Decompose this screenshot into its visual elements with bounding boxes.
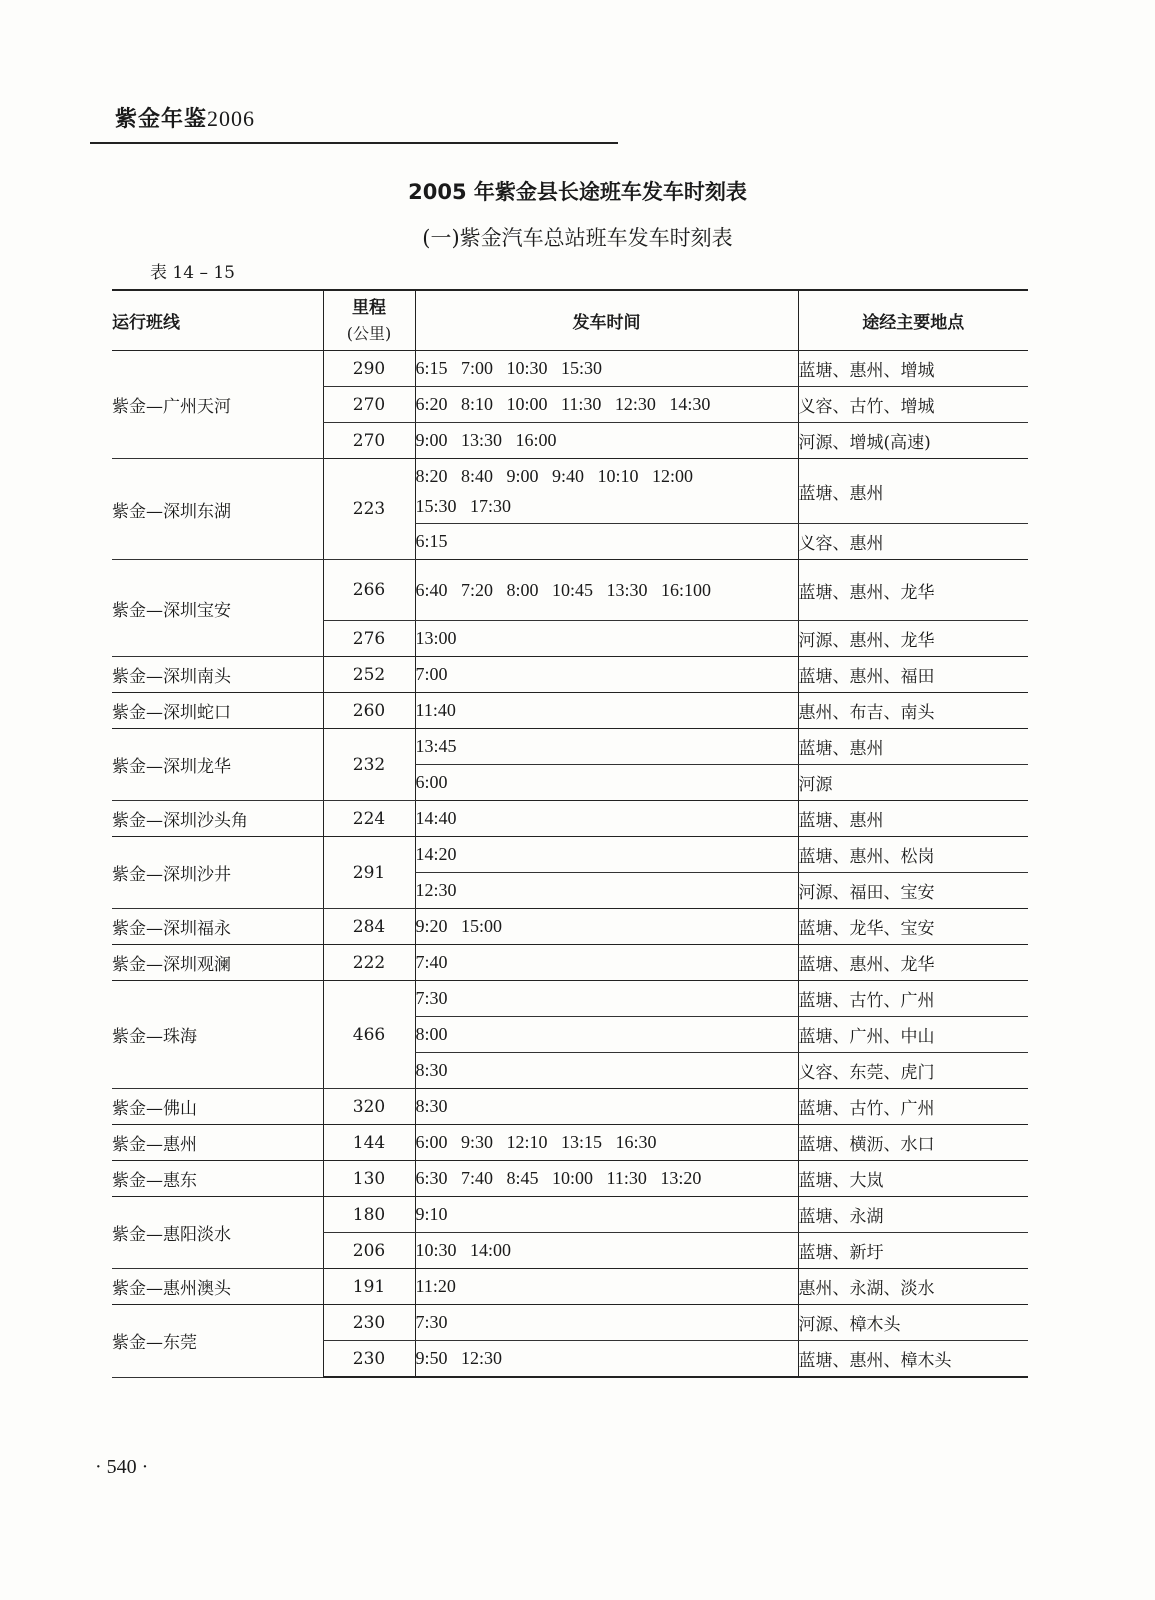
departure-times-line: 8:00 bbox=[415, 1024, 448, 1044]
via-stops: 义容、东莞、虎门 bbox=[798, 1053, 1028, 1089]
timetable bbox=[112, 289, 1028, 1378]
via-stops: 河源、惠州、龙华 bbox=[798, 621, 1028, 657]
book-year: 2006 bbox=[207, 106, 256, 131]
departure-times bbox=[415, 1089, 798, 1125]
table-row bbox=[112, 801, 1028, 837]
route-name: 紫金—惠东 bbox=[112, 1161, 323, 1197]
via-stops: 蓝塘、惠州、增城 bbox=[798, 351, 1028, 387]
timetable-body bbox=[112, 351, 1028, 1378]
via-stops: 蓝塘、惠州、樟木头 bbox=[798, 1341, 1028, 1378]
departure-times bbox=[415, 693, 798, 729]
departure-times bbox=[415, 1053, 798, 1089]
departure-times-line: 7:30 bbox=[415, 1312, 448, 1332]
route-name: 紫金—惠州 bbox=[112, 1125, 323, 1161]
departure-times bbox=[415, 873, 798, 909]
departure-times-line: 15:30 17:30 bbox=[415, 496, 512, 516]
table-row bbox=[112, 909, 1028, 945]
via-stops: 蓝塘、惠州、松岗 bbox=[798, 837, 1028, 873]
route-distance: 191 bbox=[323, 1269, 415, 1305]
book-title: 紫金年鉴 bbox=[115, 107, 208, 132]
route-name: 紫金—惠阳淡水 bbox=[112, 1197, 323, 1269]
via-stops: 义容、古竹、增城 bbox=[798, 387, 1028, 423]
route-name: 紫金—珠海 bbox=[112, 981, 323, 1089]
departure-times-line: 8:30 bbox=[415, 1060, 448, 1080]
page-number: · 540 · bbox=[95, 1456, 149, 1478]
route-name: 紫金—深圳沙井 bbox=[112, 837, 323, 909]
departure-times bbox=[415, 351, 798, 387]
via-stops: 惠州、永湖、淡水 bbox=[798, 1269, 1028, 1305]
departure-times bbox=[415, 1017, 798, 1053]
route-distance: 291 bbox=[323, 837, 415, 909]
departure-times-line: 8:30 bbox=[415, 1096, 448, 1116]
route-distance: 206 bbox=[323, 1233, 415, 1269]
table-row bbox=[112, 729, 1028, 765]
departure-times bbox=[415, 560, 798, 621]
table-row bbox=[112, 1305, 1028, 1341]
departure-times bbox=[415, 945, 798, 981]
via-stops: 蓝塘、古竹、广州 bbox=[798, 981, 1028, 1017]
table-row bbox=[112, 560, 1028, 621]
route-name: 紫金—深圳宝安 bbox=[112, 560, 323, 657]
route-distance: 270 bbox=[323, 423, 415, 459]
table-row bbox=[112, 459, 1028, 524]
departure-times bbox=[415, 621, 798, 657]
departure-times bbox=[415, 1161, 798, 1197]
header-row bbox=[112, 290, 1028, 351]
departure-times bbox=[415, 1233, 798, 1269]
table-row bbox=[112, 351, 1028, 387]
departure-times bbox=[415, 981, 798, 1017]
table-number: 表 14 – 15 bbox=[150, 263, 235, 283]
route-name: 紫金—深圳南头 bbox=[112, 657, 323, 693]
table-row bbox=[112, 693, 1028, 729]
section-subtitle: (一)紫金汽车总站班车发车时刻表 bbox=[422, 226, 733, 250]
route-name: 紫金—深圳福永 bbox=[112, 909, 323, 945]
departure-times bbox=[415, 1305, 798, 1341]
route-distance: 180 bbox=[323, 1197, 415, 1233]
via-stops: 义容、惠州 bbox=[798, 524, 1028, 560]
table-row bbox=[112, 657, 1028, 693]
via-stops: 惠州、布吉、南头 bbox=[798, 693, 1028, 729]
table-row bbox=[112, 945, 1028, 981]
route-name: 紫金—深圳观澜 bbox=[112, 945, 323, 981]
table-row bbox=[112, 1197, 1028, 1233]
route-distance: 252 bbox=[323, 657, 415, 693]
route-distance: 232 bbox=[323, 729, 415, 801]
via-stops: 河源、增城(高速) bbox=[798, 423, 1028, 459]
departure-times-line: 11:40 bbox=[415, 700, 456, 720]
departure-times bbox=[415, 909, 798, 945]
departure-times-line: 6:15 7:00 10:30 15:30 bbox=[415, 358, 603, 378]
running-head bbox=[115, 102, 255, 133]
table-row bbox=[112, 1089, 1028, 1125]
route-distance: 230 bbox=[323, 1305, 415, 1341]
departure-times bbox=[415, 1341, 798, 1378]
via-stops: 河源、樟木头 bbox=[798, 1305, 1028, 1341]
via-stops: 蓝塘、惠州 bbox=[798, 459, 1028, 524]
departure-times bbox=[415, 837, 798, 873]
departure-times-line: 9:50 12:30 bbox=[415, 1348, 503, 1368]
departure-times-line: 10:30 14:00 bbox=[415, 1240, 512, 1260]
via-stops: 蓝塘、古竹、广州 bbox=[798, 1089, 1028, 1125]
route-name: 紫金—深圳沙头角 bbox=[112, 801, 323, 837]
departure-times-line: 9:20 15:00 bbox=[415, 916, 503, 936]
table-row bbox=[112, 981, 1028, 1017]
departure-times-line: 6:20 8:10 10:00 11:30 12:30 14:30 bbox=[415, 394, 711, 414]
route-distance: 224 bbox=[323, 801, 415, 837]
departure-times bbox=[415, 1269, 798, 1305]
via-stops: 蓝塘、惠州 bbox=[798, 801, 1028, 837]
departure-times-line: 14:40 bbox=[415, 808, 457, 828]
table-row bbox=[112, 837, 1028, 873]
route-distance: 222 bbox=[323, 945, 415, 981]
departure-times bbox=[415, 729, 798, 765]
via-stops: 蓝塘、横沥、水口 bbox=[798, 1125, 1028, 1161]
header-km-label: 里程 bbox=[352, 297, 386, 318]
via-stops: 蓝塘、惠州、龙华 bbox=[798, 560, 1028, 621]
via-stops: 蓝塘、永湖 bbox=[798, 1197, 1028, 1233]
via-stops: 河源、福田、宝安 bbox=[798, 873, 1028, 909]
via-stops: 蓝塘、大岚 bbox=[798, 1161, 1028, 1197]
route-name: 紫金—佛山 bbox=[112, 1089, 323, 1125]
route-name: 紫金—深圳东湖 bbox=[112, 459, 323, 560]
route-distance: 284 bbox=[323, 909, 415, 945]
via-stops: 蓝塘、龙华、宝安 bbox=[798, 909, 1028, 945]
route-distance: 276 bbox=[323, 621, 415, 657]
route-name: 紫金—深圳蛇口 bbox=[112, 693, 323, 729]
departure-times bbox=[415, 765, 798, 801]
via-stops: 蓝塘、广州、中山 bbox=[798, 1017, 1028, 1053]
via-stops: 河源 bbox=[798, 765, 1028, 801]
route-distance: 130 bbox=[323, 1161, 415, 1197]
via-stops: 蓝塘、新圩 bbox=[798, 1233, 1028, 1269]
via-stops: 蓝塘、惠州、福田 bbox=[798, 657, 1028, 693]
departure-times-line: 13:45 bbox=[415, 736, 457, 756]
route-distance: 260 bbox=[323, 693, 415, 729]
header-km-unit: (公里) bbox=[346, 323, 392, 343]
page-title: 2005 年紫金县长途班车发车时刻表 bbox=[408, 180, 747, 204]
departure-times bbox=[415, 657, 798, 693]
departure-times bbox=[415, 459, 798, 524]
route-name: 紫金—惠州澳头 bbox=[112, 1269, 323, 1305]
route-name: 紫金—东莞 bbox=[112, 1305, 323, 1378]
route-distance: 230 bbox=[323, 1341, 415, 1378]
departure-times bbox=[415, 423, 798, 459]
departure-times-line: 6:30 7:40 8:45 10:00 11:30 13:20 bbox=[415, 1168, 702, 1188]
departure-times bbox=[415, 1197, 798, 1233]
departure-times bbox=[415, 524, 798, 560]
departure-times-line: 13:00 bbox=[415, 628, 457, 648]
header-rule bbox=[90, 142, 618, 144]
departure-times-line: 12:30 bbox=[415, 880, 457, 900]
table-row bbox=[112, 1161, 1028, 1197]
departure-times-line: 14:20 bbox=[415, 844, 457, 864]
departure-times bbox=[415, 1125, 798, 1161]
route-distance: 290 bbox=[323, 351, 415, 387]
route-distance: 223 bbox=[323, 459, 415, 560]
header-via: 途经主要地点 bbox=[798, 290, 1028, 351]
via-stops: 蓝塘、惠州、龙华 bbox=[798, 945, 1028, 981]
route-distance: 320 bbox=[323, 1089, 415, 1125]
departure-times-line: 9:00 13:30 16:00 bbox=[415, 430, 557, 450]
via-stops: 蓝塘、惠州 bbox=[798, 729, 1028, 765]
departure-times-line: 9:10 bbox=[415, 1204, 448, 1224]
departure-times-line: 6:15 bbox=[415, 531, 448, 551]
route-distance: 466 bbox=[323, 981, 415, 1089]
route-distance: 144 bbox=[323, 1125, 415, 1161]
table-row bbox=[112, 1125, 1028, 1161]
route-distance: 266 bbox=[323, 560, 415, 621]
departure-times-line: 7:40 bbox=[415, 952, 448, 972]
route-distance: 270 bbox=[323, 387, 415, 423]
table-row bbox=[112, 1269, 1028, 1305]
departure-times-line: 11:20 bbox=[415, 1276, 456, 1296]
departure-times-line: 6:00 9:30 12:10 13:15 16:30 bbox=[415, 1132, 657, 1152]
departure-times-line: 8:20 8:40 9:00 9:40 10:10 12:00 bbox=[415, 466, 694, 486]
departure-times-line: 6:00 bbox=[415, 772, 448, 792]
route-name: 紫金—广州天河 bbox=[112, 351, 323, 459]
departure-times-line: 6:40 7:20 8:00 10:45 13:30 16:100 bbox=[415, 579, 712, 600]
departure-times bbox=[415, 801, 798, 837]
departure-times-line: 7:00 bbox=[415, 664, 448, 684]
header-line: 运行班线 bbox=[112, 290, 323, 351]
departure-times bbox=[415, 387, 798, 423]
header-time: 发车时间 bbox=[415, 290, 798, 351]
departure-times-line: 7:30 bbox=[415, 988, 448, 1008]
route-name: 紫金—深圳龙华 bbox=[112, 729, 323, 801]
header-km bbox=[323, 290, 415, 351]
